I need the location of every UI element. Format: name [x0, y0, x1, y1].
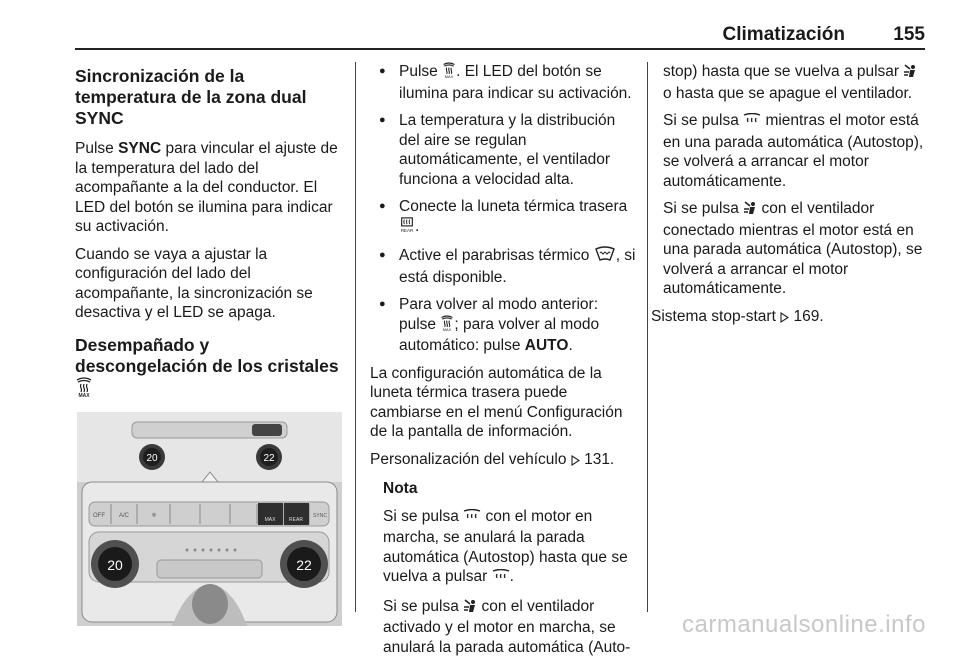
- paragraph: stop) hasta que se vuelva a pulsar o hasta que se apague el ventilador.: [663, 62, 928, 103]
- page-number: 155: [893, 24, 925, 45]
- paragraph: La configuración automática de la luneta térmica trasera puede cambiarse en el menú Configuración de la pantalla de información.: [370, 364, 623, 440]
- defrost-heading: Desempañado y descongelación de los cristales MAX: [75, 335, 341, 402]
- chapter-title: Climatización: [722, 24, 845, 45]
- air-to-windscreen-icon: [903, 63, 917, 84]
- svg-text:MAX: MAX: [443, 326, 452, 331]
- watermark: carmanualsonline.info: [682, 611, 926, 638]
- dial-temp-right: 22: [296, 556, 312, 573]
- air-to-windscreen-icon: [463, 598, 477, 619]
- paragraph-reference: Sistema stop-start 169.: [651, 307, 928, 329]
- page-reference-triangle-icon: [571, 452, 580, 472]
- list-item: ● Active el parabrisas térmico , si está disponible.: [370, 246, 638, 287]
- heated-windscreen-icon: [594, 246, 616, 268]
- sync-paragraph-1: Pulse SYNC para vincular el ajuste de la temperatura del lado del acompañante a la del conductor. El LED del botón se ilumina para indicar su activación.: [75, 140, 338, 235]
- air-to-windscreen-icon: [743, 200, 757, 221]
- svg-text:REAR: REAR: [400, 227, 414, 233]
- rear-window-heating-icon: [399, 217, 415, 239]
- auto-keyword: AUTO: [524, 337, 569, 354]
- svg-text:MAX: MAX: [78, 392, 90, 397]
- max-defrost-icon: [75, 377, 93, 402]
- defrost-icon: [492, 569, 510, 589]
- small-temp-right: 22: [263, 452, 275, 464]
- svg-text:MAX: MAX: [444, 73, 454, 78]
- note-block: [370, 479, 638, 657]
- button-ac: A/C: [118, 512, 130, 519]
- column-divider-2: [647, 62, 648, 612]
- button-rear: REAR: [289, 516, 303, 523]
- sync-heading: Sincronización de la temperatura de la zona dual SYNC: [75, 66, 307, 128]
- header-rule: [75, 48, 925, 50]
- sync-keyword: SYNC: [118, 140, 162, 157]
- list-item: ● Conecte la luneta térmica trasera REAR .: [370, 197, 638, 238]
- sync-paragraph-2: Cuando se vaya a ajustar la configuración del lado del acompañante, la sincronización se desactiva y el LED se apaga.: [75, 245, 313, 321]
- page-reference-triangle-icon: [780, 309, 789, 329]
- column-divider-1: [355, 62, 356, 612]
- list-item: ● Para volver al modo anterior: pulse MAX ; para volver al modo automático: pulse AUTO.: [370, 295, 638, 356]
- column-1: [75, 62, 341, 626]
- max-defrost-icon: [442, 62, 456, 84]
- note-paragraph: Si se pulsa con el ventilador activado y el motor en marcha, se anulará la parada automática (Auto-: [383, 597, 631, 656]
- climate-panel-illustration: [77, 412, 342, 626]
- button-sync: SYNC: [313, 512, 327, 519]
- list-item: ● Pulse MAX . El LED del botón se ilumina para indicar su activación.: [370, 62, 638, 103]
- note-paragraph: Si se pulsa con el motor en marcha, se anulará la parada automática (Autostop) hasta que se vuelva a pulsar .: [383, 507, 638, 589]
- defrost-icon: [743, 113, 761, 133]
- paragraph-reference: Personalización del vehículo 131.: [370, 450, 638, 472]
- list-item: ● La temperatura y la distribución del aire se regulan automáticamente, el ventilador funciona a velocidad alta.: [370, 111, 638, 189]
- max-defrost-icon: [440, 315, 454, 337]
- button-max: MAX: [264, 516, 276, 523]
- small-temp-left: 20: [146, 452, 158, 464]
- note-title: Nota: [383, 480, 418, 497]
- column-3: [651, 62, 928, 336]
- defrost-icon: [463, 509, 481, 529]
- column-2: [370, 62, 638, 665]
- climate-control-panel-image: [77, 412, 342, 626]
- paragraph: Si se pulsa con el ventilador conectado mientras el motor está en una parada automática (Autostop), se volverá a arrancar el motor automáticamente.: [663, 200, 923, 297]
- button-recirc: ❈: [151, 512, 157, 519]
- paragraph: Si se pulsa mientras el motor está en una parada automática (Autostop), se volverá a arrancar el motor automáticamente.: [663, 112, 924, 190]
- dial-temp-left: 20: [107, 556, 123, 573]
- button-off: OFF: [93, 512, 105, 519]
